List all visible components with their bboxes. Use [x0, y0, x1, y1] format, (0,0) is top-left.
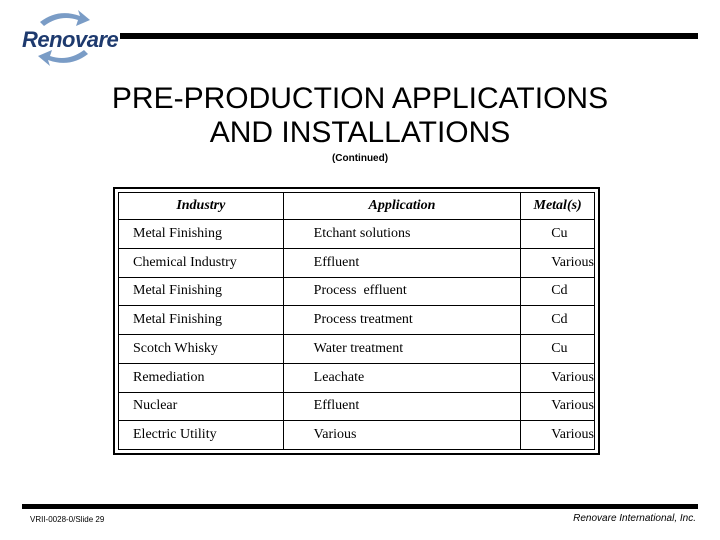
table-row [118, 364, 595, 393]
cell-application: Effluent [284, 393, 522, 422]
table-row [118, 335, 595, 364]
table-row [118, 421, 595, 450]
column-header-metals: Metal(s) [521, 192, 595, 220]
bottom-rule [22, 504, 698, 509]
title-line-1: PRE-PRODUCTION APPLICATIONS [111, 82, 609, 115]
cell-industry: Metal Finishing [118, 220, 284, 249]
cell-application: Effluent [284, 249, 522, 278]
slide-id: VRII-0028-0/Slide 29 [30, 515, 105, 524]
cell-metals: Cu [521, 335, 595, 364]
cell-metals: Cu [521, 220, 595, 249]
cell-application: Process treatment [284, 306, 522, 335]
cell-industry: Metal Finishing [118, 278, 284, 307]
cell-industry: Nuclear [118, 393, 284, 422]
cell-industry: Remediation [118, 364, 284, 393]
cell-application: Etchant solutions [284, 220, 522, 249]
top-rule [120, 33, 698, 39]
applications-table [113, 187, 600, 455]
cell-metals: Cd [521, 306, 595, 335]
table-row [118, 278, 595, 307]
cell-industry: Electric Utility [118, 421, 284, 450]
cell-metals: Various [521, 364, 595, 393]
logo-text: Renovare [22, 27, 119, 52]
cell-application: Various [284, 421, 522, 450]
table-row [118, 220, 595, 249]
company-logo [18, 8, 118, 68]
table-header-row [118, 192, 595, 220]
table-row [118, 249, 595, 278]
cell-industry: Scotch Whisky [118, 335, 284, 364]
page-subtitle: (Continued) [331, 153, 389, 164]
cell-industry: Metal Finishing [118, 306, 284, 335]
cell-metals: Various [521, 421, 595, 450]
cell-application: Leachate [284, 364, 522, 393]
cell-metals: Various [521, 249, 595, 278]
cell-application: Process effluent [284, 278, 522, 307]
column-header-application: Application [284, 192, 522, 220]
company-name: Renovare International, Inc. [573, 513, 696, 524]
title-line-2: AND INSTALLATIONS [209, 116, 511, 149]
cell-application: Water treatment [284, 335, 522, 364]
column-header-industry: Industry [118, 192, 284, 220]
table-row [118, 393, 595, 422]
table-row [118, 306, 595, 335]
page-title [0, 82, 720, 150]
cell-metals: Various [521, 393, 595, 422]
cell-metals: Cd [521, 278, 595, 307]
cell-industry: Chemical Industry [118, 249, 284, 278]
